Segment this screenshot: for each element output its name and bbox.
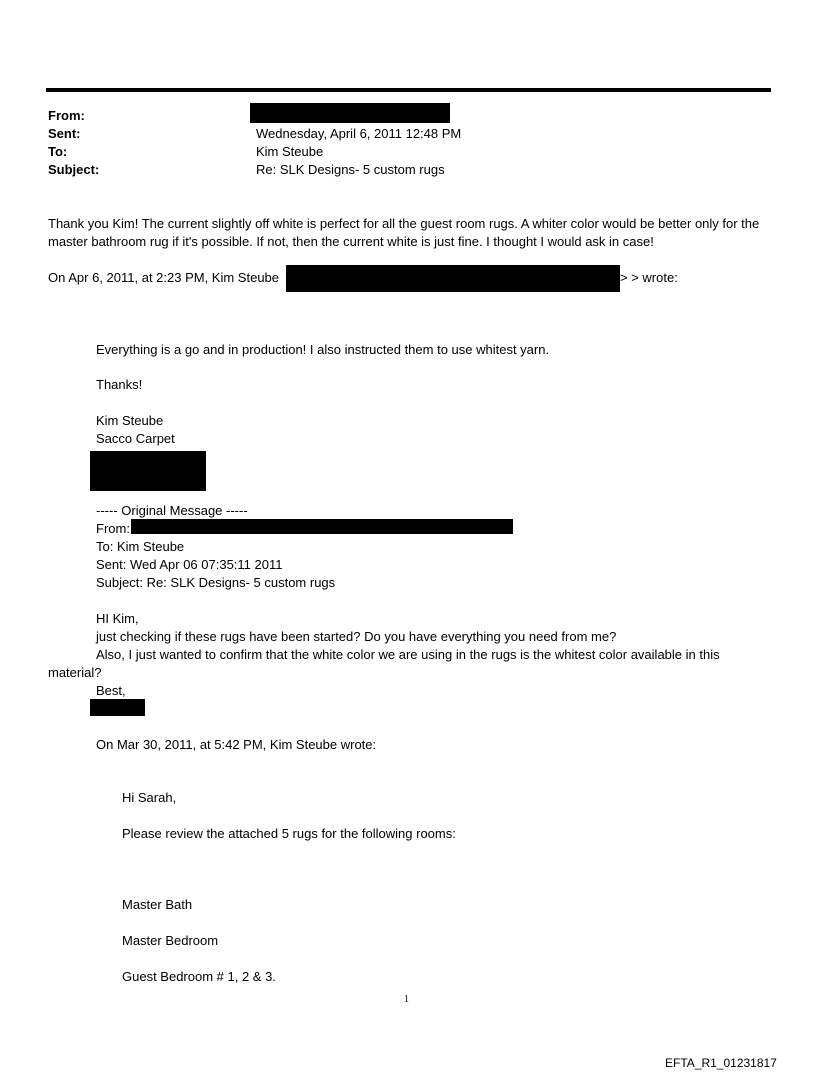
original-to: To: Kim Steube	[96, 539, 185, 554]
nested-intro: On Mar 30, 2011, at 5:42 PM, Kim Steube wrote:	[96, 737, 377, 752]
subject-label: Subject:	[48, 162, 100, 177]
to-label: To:	[48, 144, 68, 159]
from-label: From:	[48, 108, 85, 123]
redaction-original-from	[131, 519, 513, 534]
redaction-sender-name	[90, 699, 145, 716]
room-item: Guest Bedroom # 1, 2 & 3.	[122, 969, 276, 984]
original-greeting: HI Kim,	[96, 611, 139, 626]
original-subject: Subject: Re: SLK Designs- 5 custom rugs	[96, 575, 336, 590]
document-id: EFTA_R1_01231817	[665, 1056, 777, 1070]
original-sent: Sent: Wed Apr 06 07:35:11 2011	[96, 557, 283, 572]
kim-message-line: Everything is a go and in production! I also instructed them to use whitest yarn.	[96, 342, 550, 357]
signature-name: Kim Steube	[96, 413, 164, 428]
nested-line-1: Please review the attached 5 rugs for the following rooms:	[122, 826, 456, 841]
original-line-2: Also, I just wanted to confirm that the white color we are using in the rugs is the whitest color available in this	[96, 647, 720, 662]
reply-paragraph: Thank you Kim! The current slightly off white is perfect for all the guest room rugs. A whiter color would be better only for the master bathroom rug if it's possible. If not, then the current white is just fine. I thought I would ask in case!	[48, 216, 760, 249]
quote-intro-start: On Apr 6, 2011, at 2:23 PM, Kim Steube	[48, 270, 280, 285]
page-number: 1	[404, 994, 409, 1005]
kim-thanks: Thanks!	[96, 377, 143, 392]
room-item: Master Bath	[122, 897, 193, 912]
original-divider: ----- Original Message -----	[96, 503, 248, 518]
subject-value: Re: SLK Designs- 5 custom rugs	[256, 162, 445, 177]
header-rule	[46, 88, 771, 92]
sent-value: Wednesday, April 6, 2011 12:48 PM	[256, 126, 462, 141]
nested-greeting: Hi Sarah,	[122, 790, 177, 805]
redaction-email	[286, 265, 620, 292]
original-line-1: just checking if these rugs have been started? Do you have everything you need from me?	[96, 629, 617, 644]
signature-company: Sacco Carpet	[96, 431, 175, 446]
original-line-2-wrap: material?	[48, 665, 102, 680]
original-from-label: From:	[96, 521, 130, 536]
sent-label: Sent:	[48, 126, 81, 141]
redaction-signature	[90, 451, 206, 491]
redaction-from	[250, 103, 450, 123]
quote-intro-end: > > wrote:	[620, 270, 678, 285]
room-item: Master Bedroom	[122, 933, 219, 948]
original-closing: Best,	[96, 683, 126, 698]
to-value: Kim Steube	[256, 144, 324, 159]
